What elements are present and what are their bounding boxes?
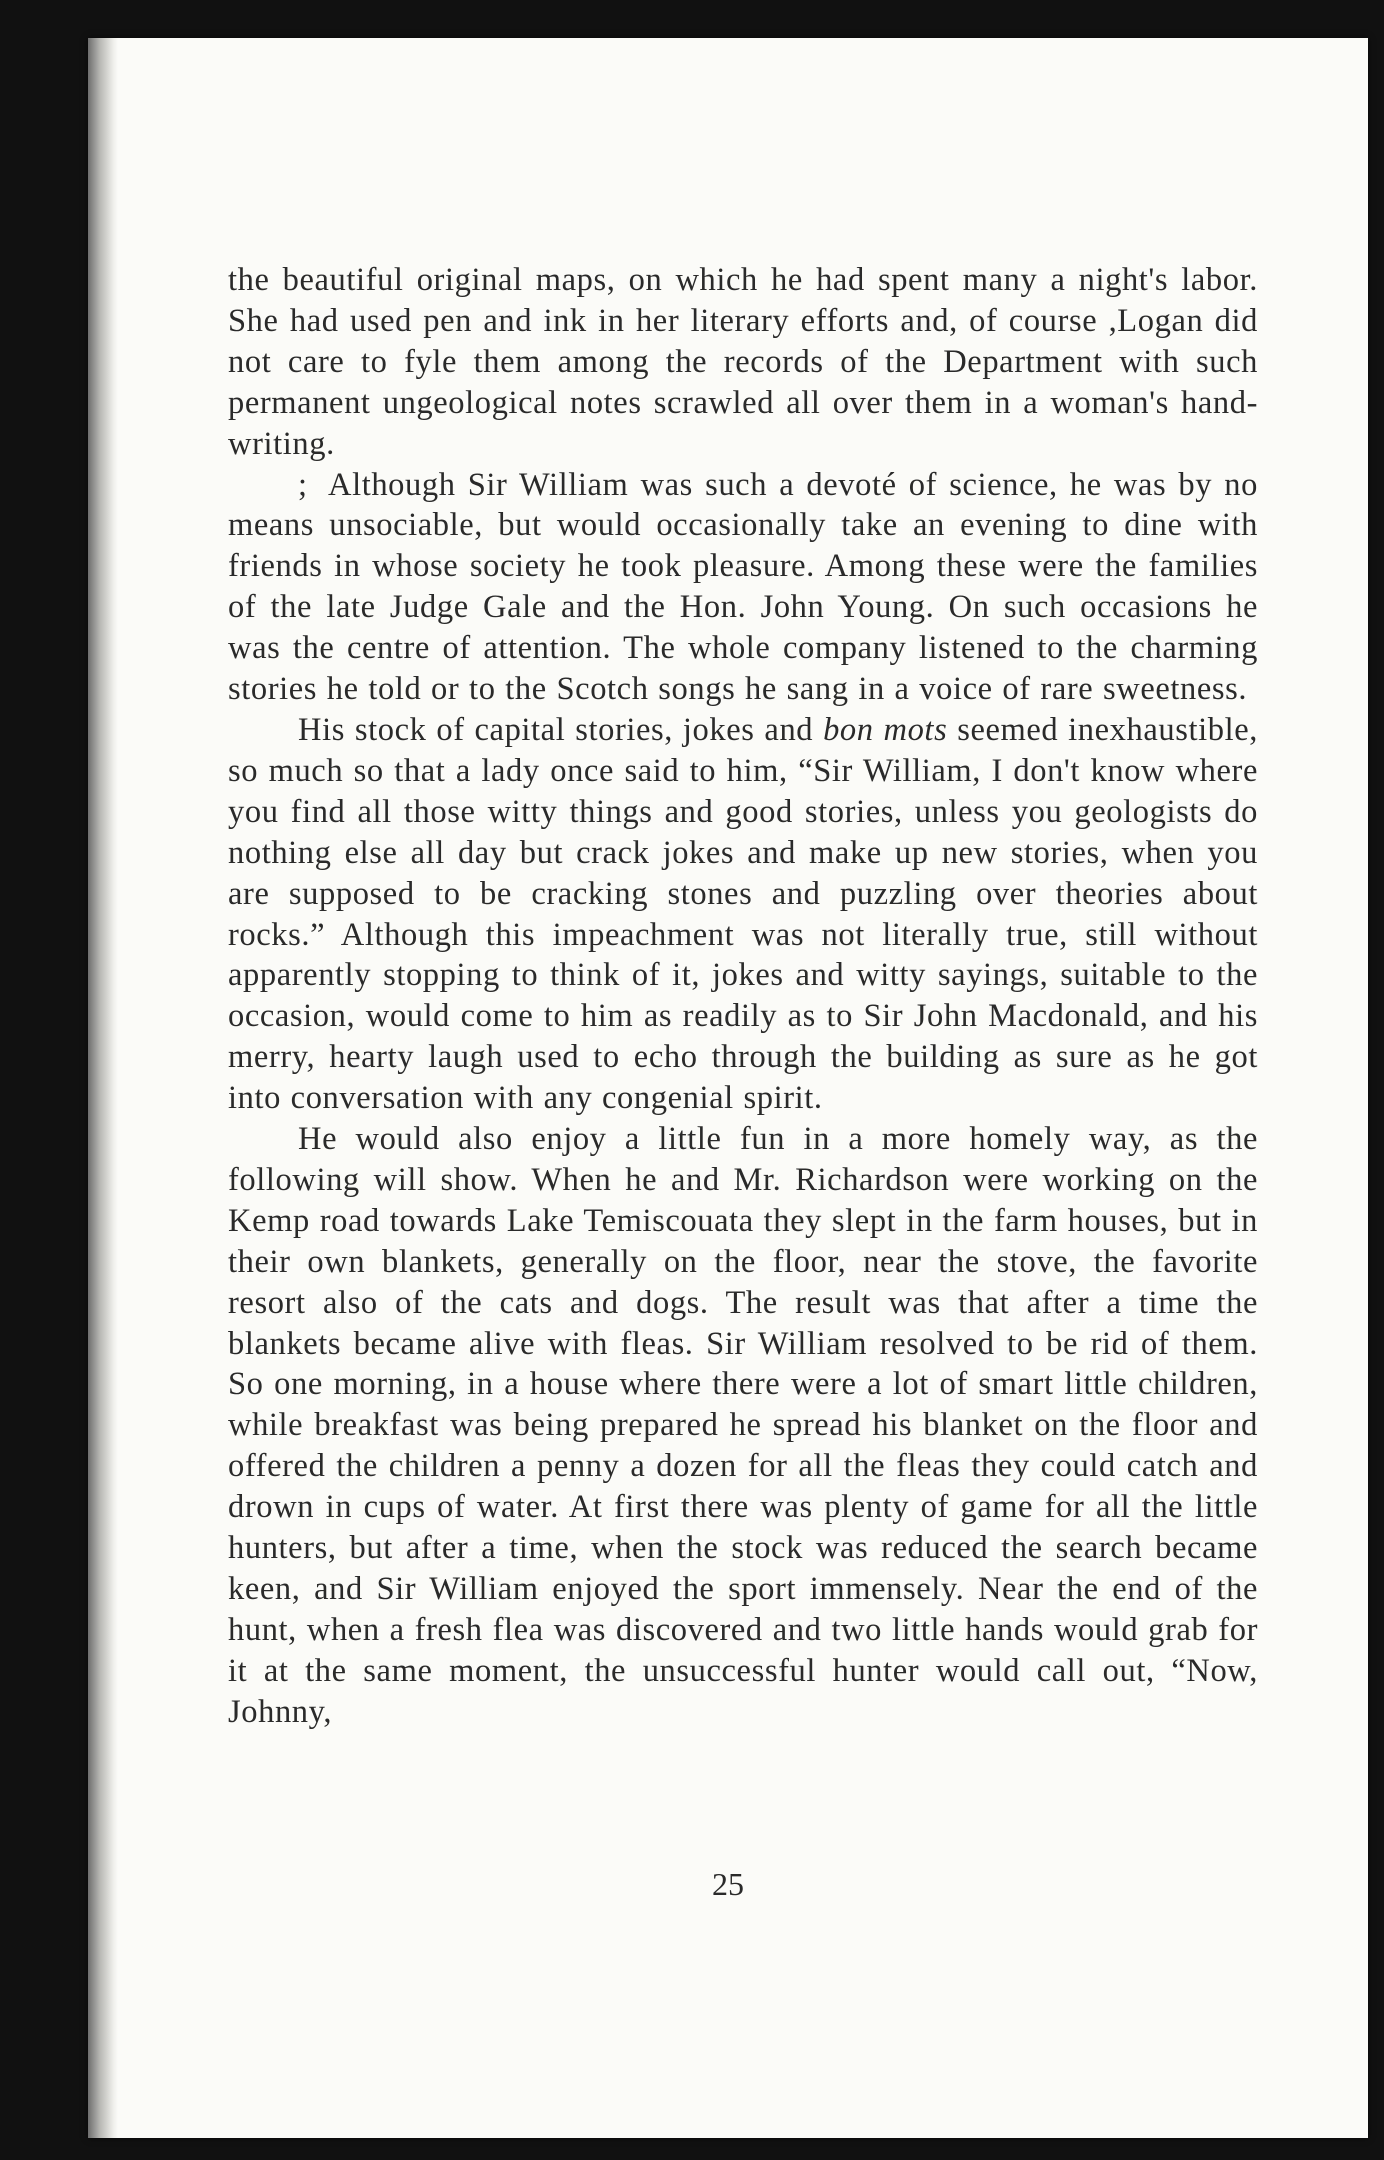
- book-page: [88, 38, 1368, 2138]
- paragraph-4: He would also enjoy a little fun in a more homely way, as the following will show. When he and Mr. Richardson were working on the Kemp road towards Lake Temiscouata they slept in the farm houses, but in their own blankets, generally on the floor, near the stove, the favorite resort also of the cats and dogs. The result was that after a time the blankets became alive with fleas. Sir William resolved to be rid of them. So one morning, in a house where there were a lot of smart little children, while breakfast was being prepared he spread his blanket on the floor and offered the children a penny a dozen for all the fleas they could catch and drown in cups of water. At first there was plenty of game for all the little hunters, but after a time, when the stock was reduced the search became keen, and Sir William enjoyed the sport immensely. Near the end of the hunt, when a fresh flea was discovered and two little hands would grab for it at the same moment, the unsuccessful hunter would call out, “Now, Johnny,: [228, 1121, 1258, 1730]
- stray-mark: ;: [298, 466, 308, 503]
- paragraph-3-text-before: His stock of capital stories, jokes and: [298, 711, 824, 748]
- paragraph-1: the beautiful original maps, on which he had spent many a night's labor. She had used pen and ink in her literary efforts and, of course ,Logan did not care to fyle them among the records of the Department with such permanent ungeological notes scrawled all over them in a woman's hand-writing.: [228, 262, 1258, 462]
- paragraph-2: [228, 465, 1258, 710]
- paragraph-3: [228, 710, 1258, 1119]
- page-number: 25: [712, 1866, 744, 1902]
- italic-phrase: bon mots: [823, 711, 948, 748]
- binding-shadow: [88, 38, 118, 2138]
- paragraph-2-text: Although Sir William was such a devoté of science, he was by no means unsociable, but would occasionally take an evening to dine with friends in whose society he took pleasure. Among these were the families of the late Judge Gale and the Hon. John Young. On such occasions he was the centre of attention. The whole company listened to the charming stories he told or to the Scotch songs he sang in a voice of rare sweetness.: [228, 466, 1258, 708]
- paragraph-3-text-after: seemed inexhaustible, so much so that a lady once said to him, “Sir William, I don't know where you find all those witty things and good stories, unless you geologists do nothing else all day but crack jokes and make up new stories, when you are supposed to be cracking stones and puzzling over theories about rocks.” Although this impeachment was not literally true, still without apparently stopping to think of it, jokes and witty sayings, suitable to the occasion, would come to him as readily as to Sir John Macdonald, and his merry, hearty laugh used to echo through the building as sure as he got into conversation with any congenial spirit.: [228, 711, 1258, 1117]
- body-text: [228, 260, 1258, 1733]
